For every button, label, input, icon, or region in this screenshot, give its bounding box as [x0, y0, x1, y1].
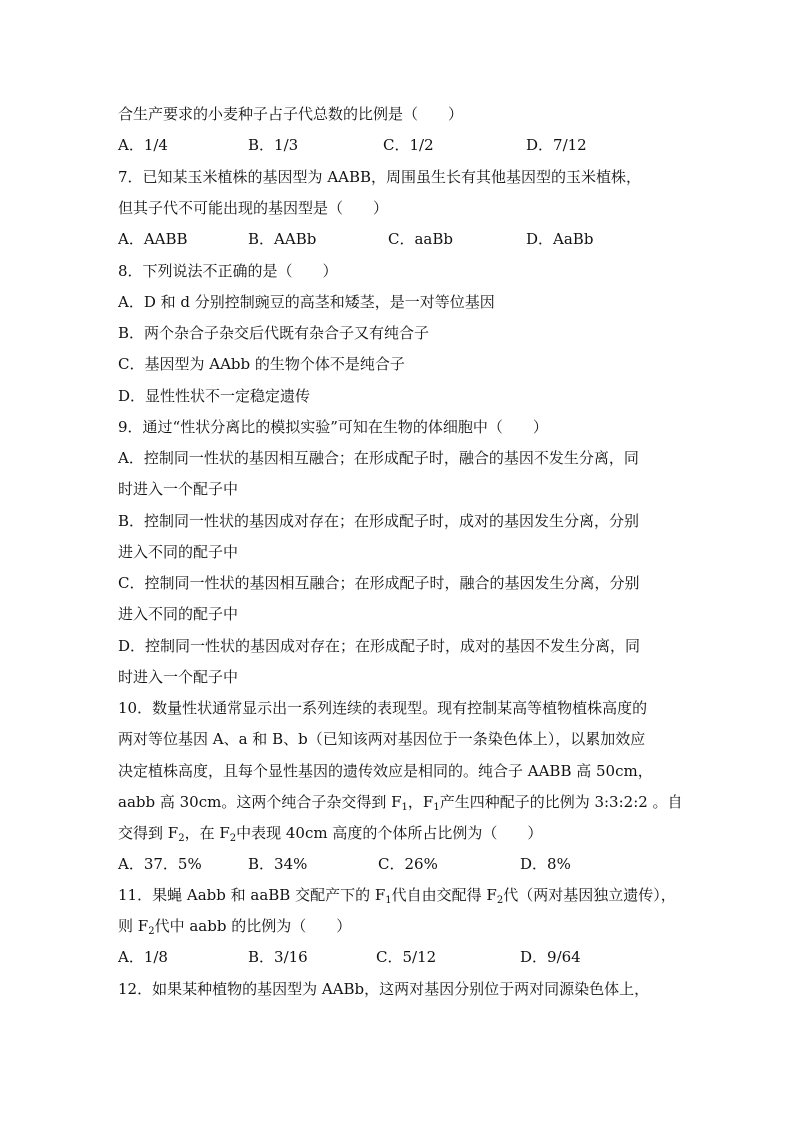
q11-option-c: C．5/12	[376, 948, 437, 966]
q9-option-d-line1: D．控制同一性状的基因成对存在；在形成配子时，成对的基因不发生分离，同	[118, 637, 641, 655]
q11-line1-sub2: 2	[496, 895, 504, 906]
q11-stem-line2	[118, 916, 688, 936]
q7-option-b: B．AABb	[248, 230, 317, 248]
q11-stem-line1	[118, 885, 688, 905]
q6-stem-tail: 合生产要求的小麦种子占子代总数的比例是（ ）	[118, 105, 464, 123]
q12-stem-line1: 12．如果某种植物的基因型为 AABb，这两对基因分别位于两对同源染色体上，	[118, 980, 650, 998]
q11-option-a: A．1/8	[118, 948, 168, 966]
q6-option-b: B．1/3	[248, 136, 299, 154]
q11-line2-part2: 代中 aabb 的比例为（ ）	[154, 917, 352, 935]
q10-stem-line2: 两对等位基因 A、a 和 B、b（已知该两对基因位于一条染色体上），以累加效应	[118, 730, 646, 748]
q6-options	[118, 135, 688, 155]
q9-option-a-line1: A．控制同一性状的基因相互融合；在形成配子时，融合的基因不发生分离，同	[118, 449, 639, 467]
q9-option-c-line2: 进入不同的配子中	[118, 605, 239, 623]
q10-line4-sub2: 1	[433, 802, 440, 813]
q11-line1-part1: 11．果蝇 Aabb 和 aaBB 交配产下的 F	[118, 886, 386, 904]
q10-line5-sub2: 2	[229, 833, 237, 844]
q9-option-d-line2: 时进入一个配子中	[118, 668, 239, 686]
q7-option-a: A．AABB	[118, 230, 188, 248]
q9-option-c-line1: C．控制同一性状的基因相互融合；在形成配子时，融合的基因发生分离，分别	[118, 574, 640, 592]
q10-line4-sub1: 1	[401, 802, 408, 813]
q11-line2-sub1: 2	[148, 926, 155, 937]
q8-option-d: D．显性性状不一定稳定遗传	[118, 387, 311, 405]
q8-option-c: C．基因型为 AAbb 的生物个体不是纯合子	[118, 355, 405, 373]
q10-line5-sub1: 2	[178, 833, 185, 844]
q11-line1-part3: 代（两对基因独立遗传），	[503, 886, 676, 904]
q7-stem-line1: 7．已知某玉米植株的基因型为 AABB，周围虽生长有其他基因型的玉米植株，	[118, 168, 642, 186]
q6-option-c: C．1/2	[383, 136, 434, 154]
q10-option-d: D．8%	[520, 855, 571, 873]
q10-line5-part3: 中表现 40cm 高度的个体所占比例为（ ）	[236, 824, 543, 842]
q8-option-b: B．两个杂合子杂交后代既有杂合子又有纯合子	[118, 324, 430, 342]
q8-option-a: A．D 和 d 分别控制豌豆的高茎和矮茎，是一对等位基因	[118, 293, 495, 311]
q10-options	[118, 854, 688, 874]
q10-stem-line3: 决定植株高度，且每个显性基因的遗传效应是相同的。纯合子 AABB 高 50cm，	[118, 762, 653, 780]
q11-line2-part1: 则 F	[118, 917, 149, 935]
q10-line4-part1: aabb 高 30cm。这两个纯合子杂交得到 F	[118, 793, 402, 811]
q11-line1-sub1: 1	[385, 895, 392, 906]
q10-stem-line4	[118, 792, 688, 812]
q11-option-b: B．3/16	[248, 948, 308, 966]
q9-stem: 9．通过“性状分离比的模拟实验”可知在生物的体细胞中（ ）	[118, 418, 548, 436]
q9-option-b-line1: B．控制同一性状的基因成对存在；在形成配子时，成对的基因发生分离，分别	[118, 512, 640, 530]
q10-line4-part2: ，F	[407, 793, 434, 811]
q9-option-a-line2: 时进入一个配子中	[118, 480, 239, 498]
q8-stem: 8．下列说法不正确的是（ ）	[118, 262, 338, 280]
q10-line5-part2: ，在 F	[184, 824, 230, 842]
q10-option-c: C．26%	[378, 855, 438, 873]
q7-option-c: C．aaBb	[388, 230, 453, 248]
q10-line5-part1: 交得到 F	[118, 824, 179, 842]
q7-option-d: D．AaBb	[526, 230, 594, 248]
q9-option-b-line2: 进入不同的配子中	[118, 543, 239, 561]
q11-option-d: D．9/64	[520, 948, 581, 966]
q10-stem-line1: 10．数量性状通常显示出一系列连续的表现型。现有控制某高等植物植株高度的	[118, 699, 648, 717]
q11-line1-part2: 代自由交配得 F	[391, 886, 497, 904]
q11-options	[118, 947, 688, 967]
q10-option-a: A．37．5%	[118, 855, 202, 873]
q7-stem-line2: 但其子代不可能出现的基因型是（ ）	[118, 199, 389, 217]
q10-stem-line5	[118, 823, 688, 843]
q10-option-b: B．34%	[248, 855, 308, 873]
q10-line4-part3: 产生四种配子的比例为 3:3:2:2 。自	[439, 793, 683, 811]
q6-option-d: D．7/12	[526, 136, 587, 154]
q7-options	[118, 229, 688, 249]
q6-option-a: A．1/4	[118, 136, 168, 154]
